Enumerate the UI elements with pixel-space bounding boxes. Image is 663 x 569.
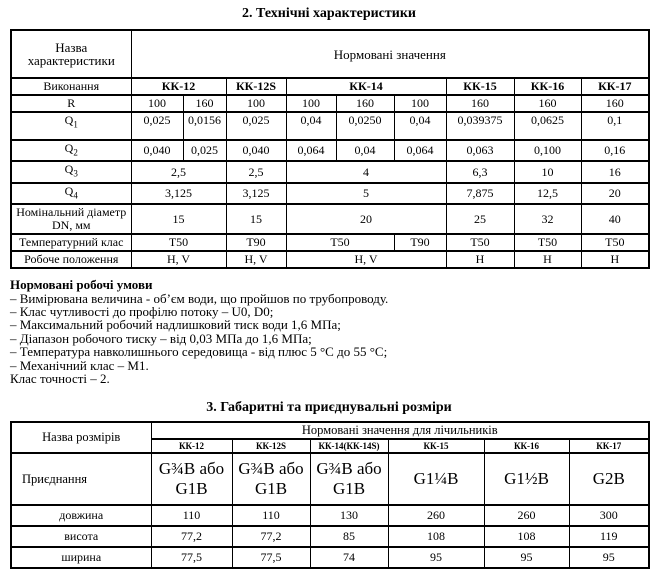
table-row	[11, 204, 649, 234]
value-cell: T90	[226, 234, 286, 251]
value-cell: 100	[226, 95, 286, 112]
model-cell: КК-17	[581, 78, 649, 95]
value-cell: G¾B або G1B	[310, 453, 388, 505]
value-cell: 0,16	[581, 140, 649, 161]
dimensions-table	[10, 421, 650, 569]
value-cell: 10	[514, 161, 581, 182]
table-row	[11, 422, 649, 439]
table-row	[11, 505, 649, 526]
model-cell: КК-12	[131, 78, 226, 95]
value-cell: 95	[484, 547, 569, 568]
model-cell: КК-14	[286, 78, 446, 95]
value-cell: 0,04	[336, 140, 394, 161]
table-row	[11, 78, 649, 95]
value-cell: 110	[232, 505, 310, 526]
value-cell: 25	[446, 204, 514, 234]
value-cell: 16	[581, 161, 649, 182]
value-cell: 3,125	[226, 183, 286, 204]
value-cell: 7,875	[446, 183, 514, 204]
row-label-r: R	[11, 95, 131, 112]
condition-line: – Клас чутливості до профілю потоку – U0, D0;	[10, 303, 274, 319]
value-cell: 119	[569, 526, 649, 547]
table-row	[11, 112, 649, 140]
value-cell: 0,025	[226, 112, 286, 140]
value-cell: 77,5	[151, 547, 232, 568]
value-cell: 77,5	[232, 547, 310, 568]
model-cell: КК-12	[151, 439, 232, 453]
technical-characteristics-table	[10, 29, 650, 269]
value-cell: 300	[569, 505, 649, 526]
value-cell: 160	[336, 95, 394, 112]
model-cell: КК-12S	[226, 78, 286, 95]
model-cell: КК-17	[569, 439, 649, 453]
value-cell: T50	[446, 234, 514, 251]
value-cell: 0,063	[446, 140, 514, 161]
value-cell: 95	[569, 547, 649, 568]
value-cell: 20	[581, 183, 649, 204]
row-label-execution: Виконання	[11, 78, 131, 95]
t1-header-name: Назва характеристики	[11, 30, 131, 78]
row-label-q2: $Q_2$	[11, 140, 131, 161]
value-cell: H	[581, 251, 649, 268]
value-cell: 77,2	[151, 526, 232, 547]
value-cell: G1½B	[484, 453, 569, 505]
value-cell: 12,5	[514, 183, 581, 204]
row-label-q1: $Q_1$	[11, 112, 131, 140]
condition-line: Клас точності – 2.	[10, 371, 110, 387]
value-cell: 100	[131, 95, 183, 112]
value-cell: 0,04	[394, 112, 446, 140]
value-cell: G2B	[569, 453, 649, 505]
condition-line: – Максимальний робочий надлишковий тиск води 1,6 МПа;	[10, 317, 341, 333]
value-cell: 260	[484, 505, 569, 526]
table-row	[11, 140, 649, 161]
value-cell: 160	[446, 95, 514, 112]
value-cell: 100	[286, 95, 336, 112]
value-cell: H, V	[286, 251, 446, 268]
t1-header-values: Нормовані значення	[131, 30, 649, 78]
row-label-width: ширина	[11, 547, 151, 568]
model-cell: КК-12S	[232, 439, 310, 453]
value-cell: 100	[394, 95, 446, 112]
value-cell: 32	[514, 204, 581, 234]
table-row	[11, 251, 649, 268]
value-cell: 6,3	[446, 161, 514, 182]
table-row	[11, 183, 649, 204]
value-cell: G¾B або G1B	[151, 453, 232, 505]
model-cell: КК-15	[446, 78, 514, 95]
value-cell: 0,0250	[336, 112, 394, 140]
model-cell: КК-16	[514, 78, 581, 95]
value-cell: 108	[484, 526, 569, 547]
value-cell: 40	[581, 204, 649, 234]
t2-header-name: Назва розмірів	[11, 422, 151, 453]
value-cell: 260	[388, 505, 484, 526]
value-cell: 160	[581, 95, 649, 112]
value-cell: T90	[394, 234, 446, 251]
value-cell: 108	[388, 526, 484, 547]
value-cell: 0,0625	[514, 112, 581, 140]
row-label-nominal-diameter: Номінальний діаметр DN, мм	[11, 204, 131, 234]
value-cell: 15	[226, 204, 286, 234]
value-cell: 20	[286, 204, 446, 234]
value-cell: T50	[131, 234, 226, 251]
value-cell: G1¼B	[388, 453, 484, 505]
table-row	[11, 30, 649, 78]
value-cell: T50	[514, 234, 581, 251]
row-label-q3: $Q_3$	[11, 161, 131, 182]
row-label-height: висота	[11, 526, 151, 547]
value-cell: 0,025	[183, 140, 226, 161]
table-row	[11, 161, 649, 182]
value-cell: 0,064	[286, 140, 336, 161]
value-cell: 0,04	[286, 112, 336, 140]
value-cell: 160	[514, 95, 581, 112]
model-cell: КК-15	[388, 439, 484, 453]
value-cell: 0,0156	[183, 112, 226, 140]
value-cell: 95	[388, 547, 484, 568]
value-cell: 4	[286, 161, 446, 182]
row-label-connection: Приєднання	[11, 453, 151, 505]
value-cell: 74	[310, 547, 388, 568]
value-cell: 2,5	[131, 161, 226, 182]
condition-line: – Вимірювана величина - об’єм води, що пройшов по трубопроводу.	[10, 290, 389, 306]
conditions-title: Нормовані робочі умови	[10, 277, 153, 293]
value-cell: 3,125	[131, 183, 226, 204]
value-cell: 0,040	[131, 140, 183, 161]
row-label-length: довжина	[11, 505, 151, 526]
row-label-q4: $Q_4$	[11, 183, 131, 204]
value-cell: T50	[286, 234, 394, 251]
value-cell: 0,1	[581, 112, 649, 140]
table-row	[11, 547, 649, 568]
value-cell: 0,064	[394, 140, 446, 161]
value-cell: T50	[581, 234, 649, 251]
value-cell: G¾B або G1B	[232, 453, 310, 505]
row-label-working-position: Робоче положення	[11, 251, 131, 268]
table-row	[11, 95, 649, 112]
value-cell: 0,100	[514, 140, 581, 161]
table-row	[11, 234, 649, 251]
value-cell: 2,5	[226, 161, 286, 182]
value-cell: 130	[310, 505, 388, 526]
value-cell: 77,2	[232, 526, 310, 547]
condition-line: – Температура навколишнього середовища - від плюс 5 °С до 55 °С;	[10, 344, 388, 360]
value-cell: 110	[151, 505, 232, 526]
table-row	[11, 453, 649, 505]
operating-conditions-block	[10, 278, 648, 385]
t2-header-values: Нормовані значення для лічильників	[151, 422, 649, 439]
table-row	[11, 526, 649, 547]
value-cell: 0,040	[226, 140, 286, 161]
value-cell: 85	[310, 526, 388, 547]
value-cell: 5	[286, 183, 446, 204]
value-cell: 0,025	[131, 112, 183, 140]
condition-line: – Механічний клас – М1.	[10, 357, 149, 373]
value-cell: H, V	[131, 251, 226, 268]
value-cell: H, V	[226, 251, 286, 268]
value-cell: 160	[183, 95, 226, 112]
value-cell: 15	[131, 204, 226, 234]
row-label-temperature-class: Температурний клас	[11, 234, 131, 251]
model-cell: КК-14(КК-14S)	[310, 439, 388, 453]
value-cell: H	[446, 251, 514, 268]
value-cell: H	[514, 251, 581, 268]
section-title-technical: 2. Технічні характеристики	[242, 6, 416, 21]
section-title-dimensions: 3. Габаритні та приєднувальні розміри	[206, 400, 452, 416]
value-cell: 0,039375	[446, 112, 514, 140]
condition-line: – Діапазон робочого тиску – від 0,03 МПа до 1,6 МПа;	[10, 330, 312, 346]
model-cell: КК-16	[484, 439, 569, 453]
